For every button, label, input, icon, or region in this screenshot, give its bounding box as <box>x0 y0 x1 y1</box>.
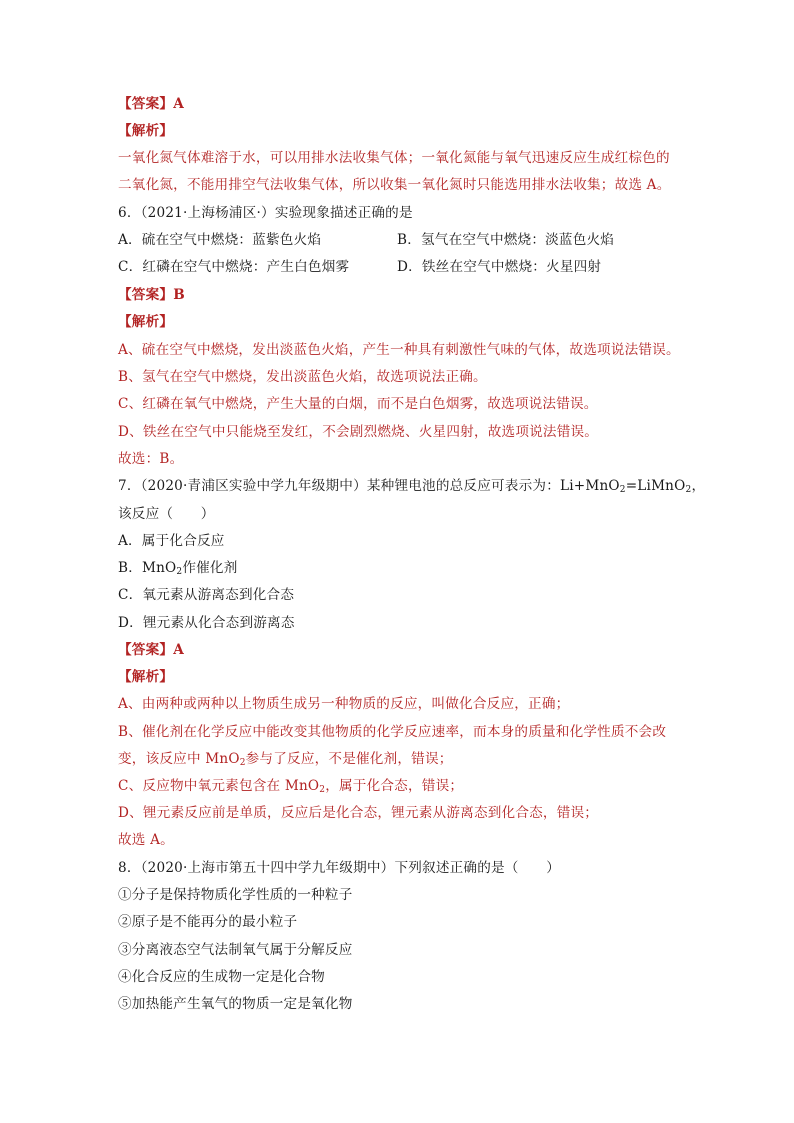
answer-value: B <box>173 287 185 303</box>
analysis-tag: 【解析】 <box>118 669 174 685</box>
q6-option-d: D．铁丝在空气中燃烧：火星四射 <box>397 259 602 275</box>
subscript: 2 <box>176 567 183 577</box>
q7-analysis-text: 变，该反应中 MnO <box>118 751 240 767</box>
answer-tag: 【答案】 <box>118 96 174 112</box>
q7-stem-text: ， <box>691 478 706 494</box>
q7-stem-line2: 该反应（ ） <box>118 506 215 522</box>
q7-analysis-line: B、催化剂在化学反应中能改变其他物质的化学反应速率，而本身的质量和化学性质不会改 <box>118 724 667 740</box>
q7-stem <box>118 476 706 496</box>
answer-tag: 【答案】 <box>118 642 174 658</box>
q6-analysis-line: B、氢气在空气中燃烧，发出淡蓝色火焰，故选项说法正确。 <box>118 369 487 385</box>
q6-option-a: A．硫在空气中燃烧：蓝紫色火焰 <box>118 232 322 248</box>
q7-analysis-line: 故选 A。 <box>118 832 174 848</box>
q7-stem-text: =LiMnO <box>625 478 686 494</box>
q7-analysis-text: ，属于化合态，错误； <box>325 778 464 794</box>
q7-analysis-text: 参与了反应，不是催化剂，错误； <box>245 751 453 767</box>
q8-item: ⑤加热能产生氧气的物质一定是氧化物 <box>118 996 353 1012</box>
q5-analysis-line: 一氧化氮气体难溶于水，可以用排水法收集气体；一氧化氮能与氧气迅速反应生成红棕色的 <box>118 150 670 166</box>
q7-option-b-text: 作催化剂 <box>182 560 238 576</box>
q5-analysis-line: 二氧化氮，不能用排空气法收集气体，所以收集一氧化氮时只能选用排水法收集；故选 A。 <box>118 177 671 193</box>
q7-stem-text: 7．（2020·青浦区实验中学九年级期中）某种锂电池的总反应可表示为：Li+MnO <box>118 478 620 494</box>
q6-analysis-tag <box>118 312 684 332</box>
q7-option-a: A．属于化合反应 <box>118 533 225 549</box>
q7-analysis-line <box>118 776 684 796</box>
q5-answer <box>118 94 684 114</box>
q6-option-c: C．红磷在空气中燃烧：产生白色烟雾 <box>118 259 350 275</box>
answer-tag: 【答案】 <box>118 287 174 303</box>
answer-value: A <box>173 96 184 112</box>
q7-analysis-line: D、锂元素反应前是单质，反应后是化合态，锂元素从游离态到化合态，错误； <box>118 805 599 821</box>
subscript: 2 <box>319 785 326 795</box>
q5-analysis-tag <box>118 121 684 141</box>
q7-option-b-text: B．MnO <box>118 560 177 576</box>
q8-item: ①分子是保持物质化学性质的一种粒子 <box>118 887 353 903</box>
q6-answer <box>118 285 684 305</box>
q6-stem: 6．（2021·上海杨浦区·）实验现象描述正确的是 <box>118 205 413 221</box>
subscript: 2 <box>239 758 246 768</box>
q6-analysis-line: 故选：B。 <box>118 451 184 467</box>
analysis-tag: 【解析】 <box>118 123 174 139</box>
q7-analysis-text: C、反应物中氧元素包含在 MnO <box>118 778 320 794</box>
q8-stem: 8．（2020·上海市第五十四中学九年级期中）下列叙述正确的是（ ） <box>118 860 560 876</box>
q7-answer <box>118 640 684 660</box>
q6-analysis-line: D、铁丝在空气中只能烧至发红，不会剧烈燃烧、火星四射，故选项说法错误。 <box>118 424 599 440</box>
analysis-tag: 【解析】 <box>118 314 174 330</box>
q8-item: ③分离液态空气法制氧气属于分解反应 <box>118 942 353 958</box>
answer-value: A <box>173 642 184 658</box>
subscript: 2 <box>619 485 626 495</box>
q8-item: ②原子是不能再分的最小粒子 <box>118 914 298 930</box>
q7-analysis-line: A、由两种或两种以上物质生成另一种物质的反应，叫做化合反应，正确； <box>118 696 570 712</box>
subscript: 2 <box>685 485 692 495</box>
q6-analysis-line: C、红磷在氧气中燃烧，产生大量的白烟，而不是白色烟雾，故选项说法错误。 <box>118 396 598 412</box>
q7-analysis-line <box>118 749 684 769</box>
q7-option-b <box>118 558 684 578</box>
q8-item: ④化合反应的生成物一定是化合物 <box>118 969 325 985</box>
q7-analysis-tag <box>118 667 684 687</box>
q6-analysis-line: A、硫在空气中燃烧，发出淡蓝色火焰，产生一种具有刺激性气味的气体，故选项说法错误。 <box>118 342 680 358</box>
q7-option-c: C．氧元素从游离态到化合态 <box>118 587 295 603</box>
q7-option-d: D．锂元素从化合态到游离态 <box>118 615 295 631</box>
q6-option-b: B．氢气在空气中燃烧：淡蓝色火焰 <box>397 232 615 248</box>
